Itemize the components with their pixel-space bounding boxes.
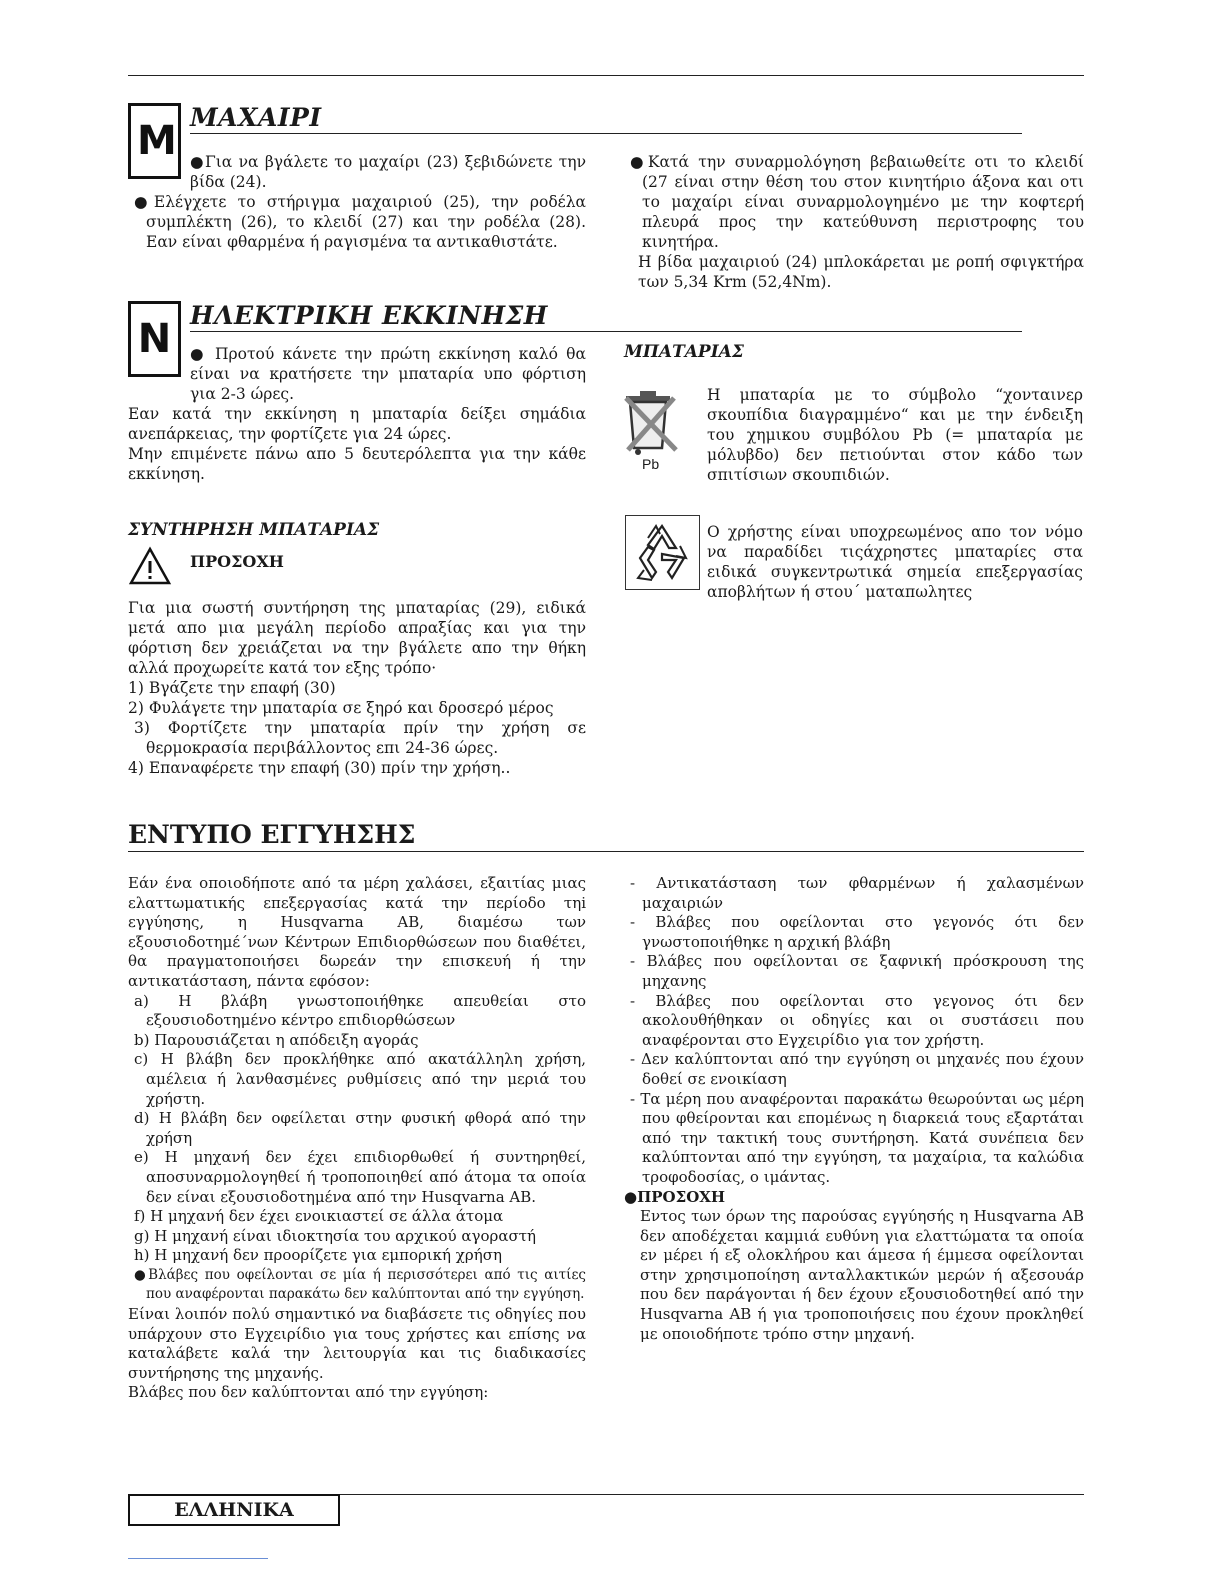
footer-link-underline (128, 1558, 268, 1559)
warranty-cond-g: g) Η μηχανή είναι ιδιοκτησία του αρχικού αγοραστή (134, 1226, 536, 1245)
warranty-left-text (128, 874, 586, 1403)
recycle-text: Ο χρήστης είναι υποχρεωμένος απο τον νόμο να παραδίδει τιςάχρηστες μπαταρίες στα ειδικά συγκεντρωτικά σημεία επεξεργασίας αποβλήτων ή στου΄ ματαπωλητες (707, 523, 1083, 601)
warranty-caution-title: ●ΠΡΟΣΟΧΗ (624, 1187, 726, 1206)
badge-letter: M (137, 112, 172, 170)
warranty-cond-h: h) Η μηχανή δεν προορίζετε για εμπορική χρήση (134, 1246, 502, 1265)
pb-label: Pb (642, 456, 660, 472)
electric-p1: ● Προτού κάνετε την πρώτη εκκίνηση καλό θα είναι να κρατήσετε την μπαταρία υπο φόρτιση για 2-3 ώρες. (190, 345, 586, 403)
warranty-cond-b: b) Παρουσιάζεται η απόδειξη αγοράς (134, 1030, 419, 1049)
warning-icon (128, 546, 172, 586)
battery-step-4: 4) Επαναφέρετε την επαφή (30) πρίν την χρήση.. (128, 759, 511, 777)
language-label: ΕΛΛΗΝΙΚΑ (128, 1494, 340, 1526)
warranty-cond-a: a) Η βλάβη γνωστοποιήθηκε απευθείαι στο εξουσιοδοτημένο κέντρο επιδιορθώσεων (134, 991, 586, 1030)
warranty-cond-f: f) Η μηχανή δεν έχει ενοικιαστεί σε άλλα άτομα (134, 1207, 504, 1226)
knife-right-p2: Η βίδα μαχαιριού (24) μπλοκάρεται με ροπή σφιγκτήρα των 5,34 Krm (52,4Nm). (638, 253, 1084, 291)
knife-right-text (624, 152, 1084, 292)
knife-title: ΜΑΧΑΙΡΙ (190, 103, 322, 132)
warranty-excl-1: - Αντικατάσταση των φθαρμένων ή χαλασμένων μαχαιριών (630, 874, 1084, 912)
warranty-cond-e: e) Η μηχανή δεν έχει επιδιορθωθεί ή συντηρηθεί, αποσυναρμολογηθεί ή τροποποιηθεί από άτομα τα οποία δεν είναι εξουσιοδοτημένα από την Husqvarna AB. (134, 1148, 586, 1206)
top-rule (128, 75, 1084, 76)
battery-step-1: 1) Βγάζετε την επαφή (30) (128, 679, 336, 697)
crossed-bin-icon (624, 388, 684, 474)
knife-left-p1: ●Για να βγάλετε το μαχαίρι (23) ξεβιδώνετε την βίδα (24). (190, 153, 586, 191)
warranty-cond-note: ●Βλάβες που οφείλονται σε μία ή περισσότερει από τις αιτίες που αναφέρονται παρακάτω δεν καλύπτονται από την εγγύηση. (134, 1266, 586, 1303)
warranty-outro-2: Βλάβες που δεν καλύπτονται από την εγγύηση: (128, 1383, 489, 1402)
warranty-right-text (624, 874, 1084, 1344)
battery-maint-text (128, 598, 586, 778)
battery-step-2: 2) Φυλάγετε την μπαταρία σε ξηρό και δροσερό μέρος (128, 699, 554, 717)
warranty-title-rule (128, 851, 1084, 852)
warranty-excl-6: - Τα μέρη που αναφέρονται παρακάτω θεωρούνται ως μέρη που φθείρονται και επομένως η διαρκειά τους εξαρτάται από την τακτική τους συντήρηση. Κατά συνέπεια δεν καλύπτονται από την εγγύηση, τα μαχαίρια, τα καλώδια τροφοδοσίας, ο ιμάντας. (630, 1089, 1084, 1186)
batteries-title: ΜΠΑΤΑΡΙΑΣ (624, 342, 744, 362)
warning-label: ΠΡΟΣΟΧΗ (190, 552, 284, 571)
warranty-cond-d: d) Η βλάβη δεν οφείλεται στην φυσική φθορά από την χρήση (134, 1109, 586, 1147)
warranty-intro: Εάν ένα οποιοδήποτε από τα μέρη χαλάσει, εξαιτίας μιας ελαττωματικής επεξεργασίας κατά την περίοδο τηi εγγύησης, η Husqvarna AB, διαμέσω των εξουσιοδοτημέ΄νων Κέντρων Επιδιορθώσεων που διαθέτει, θα πραγματοποιήσει δωρεάν την επισκευή ή την αντικατάσταση, πάντα εφόσον: (128, 874, 586, 990)
knife-title-rule (190, 133, 1022, 134)
battery-maint-title: ΣΥΝΤΗΡΗΣΗ ΜΠΑΤΑΡΙΑΣ (128, 520, 380, 540)
battery-step-3: 3) Φορτίζετε την μπαταρία πρίν την χρήση σε θερμοκρασία περιβάλλοντος επι 24-36 ώρες. (134, 719, 586, 757)
warranty-outro-1: Είναι λοιπόν πολύ σημαντικό να διαβάσετε τις οδηγίες που υπάρχουν στο Εγχειρίδιο για τους χρήστες και επίσης να καταλάβετε καλά την λειτουργία και τις διαδικασίες συντήρησης της μηχανής. (128, 1305, 586, 1382)
warranty-excl-3: - Βλάβες που οφείλονται σε ξαφνική πρόσκρουση της μηχανης (630, 952, 1084, 990)
warranty-caution-text: Εντος των όρων της παρούσας εγγύησής η Husqvarna AB δεν αποδέχεται καμμιά ευθύνη για ελαττώματα τα οποία εν μέρει ή εξ ολοκλήρου και άμεσα ή έμμεσα οφείλονται στην χρησιμοποίηση ανταλλακτικών μερών ή αξεσουάρ που δεν παράγονται ή δεν έχουν εξουσιοδοτηθεί από την Husqvarna AB ή για τροποποιήσεις που έχουν προκληθεί με οποιοδήποτε τρόπο στην μηχανή. (640, 1207, 1084, 1343)
electric-text (128, 344, 586, 484)
electric-p3: Μην επιμένετε πάνω απο 5 δευτερόλεπτα για την κάθε εκκίνηση. (128, 445, 586, 483)
warranty-excl-4: - Βλάβες που οφείλονται στο γεγονος ότι δεν ακολουθήθηκαν οι οδηγίες και οι συστάσειι που αναφέρονται στο Εγχειρίδιο για τον χρήστη. (630, 991, 1084, 1049)
knife-left-text (128, 152, 586, 252)
electric-title: ΗΛΕΚΤΡΙΚΗ ΕΚΚΙΝΗΣΗ (190, 301, 548, 330)
badge-letter: N (137, 310, 172, 368)
recycle-icon (625, 515, 700, 590)
warranty-excl-2: - Βλάβες που οφείλονται στο γεγονός ότι δεν γνωστοποιήθηκε η αρχική βλάβη (630, 913, 1084, 951)
battery-maint-intro: Για μια σωστή συντήρηση της μπαταρίας (29), ειδικά μετά απο μια μεγάλη περίοδο απραξίας και για την φόρτιση δεν χρειάζεται να την βγάλετε απο την θήκη αλλά προχωρείτε κατά τον εξης τρόπο· (128, 599, 586, 677)
electric-title-rule (190, 331, 1022, 332)
knife-left-p2: ●Ελέγχετε το στήριγμα μαχαιριού (25), την ροδέλα συμπλέκτη (26), το κλειδί (27) και την ροδέλα (28). Εαν είναι φθαρμένα ή ραγισμένα τα αντικαθιστάτε. (134, 193, 586, 251)
warranty-excl-5: - Δεν καλύπτονται από την εγγύηση οι μηχανές που έχουν δοθεί σε ενοικίαση (630, 1050, 1084, 1088)
warranty-title: ΕΝΤΥΠΟ ΕΓΓΥΗΣΗΣ (128, 820, 416, 849)
warranty-cond-c: c) Η βλάβη δεν προκλήθηκε από ακατάλληλη χρήση, αμέλεια ή λανθασμένες ρυθμίσεις από την μεριά του χρήστη. (134, 1050, 586, 1108)
knife-right-p1: ●Κατά την συναρμολόγηση βεβαιωθείτε οτι το κλειδί (27 είναι στην θέση του στον κινητήριο άξονα και οτι το μαχαίρι είναι συναρμολογημένο με την κοφτερή πλευρά προς την κατεύθυνση περιστροφης του κινητήρα. (630, 153, 1084, 251)
battery-disposal-text: Η μπαταρία με το σύμβολο “χονταινερ σκουπίδια διαγραμμένο“ και με την ένδειξη του χημικου συμβόλου Pb (= μπαταρία με μόλυβδο) δεν πετιούνται στον κάδο των σπιτίσιων σκουπιδιών. (707, 386, 1083, 484)
electric-p2: Εαν κατά την εκκίνηση η μπαταρία δείξει σημάδια ανεπάρκειας, την φορτίζετε για 24 ώρες. (128, 405, 586, 443)
